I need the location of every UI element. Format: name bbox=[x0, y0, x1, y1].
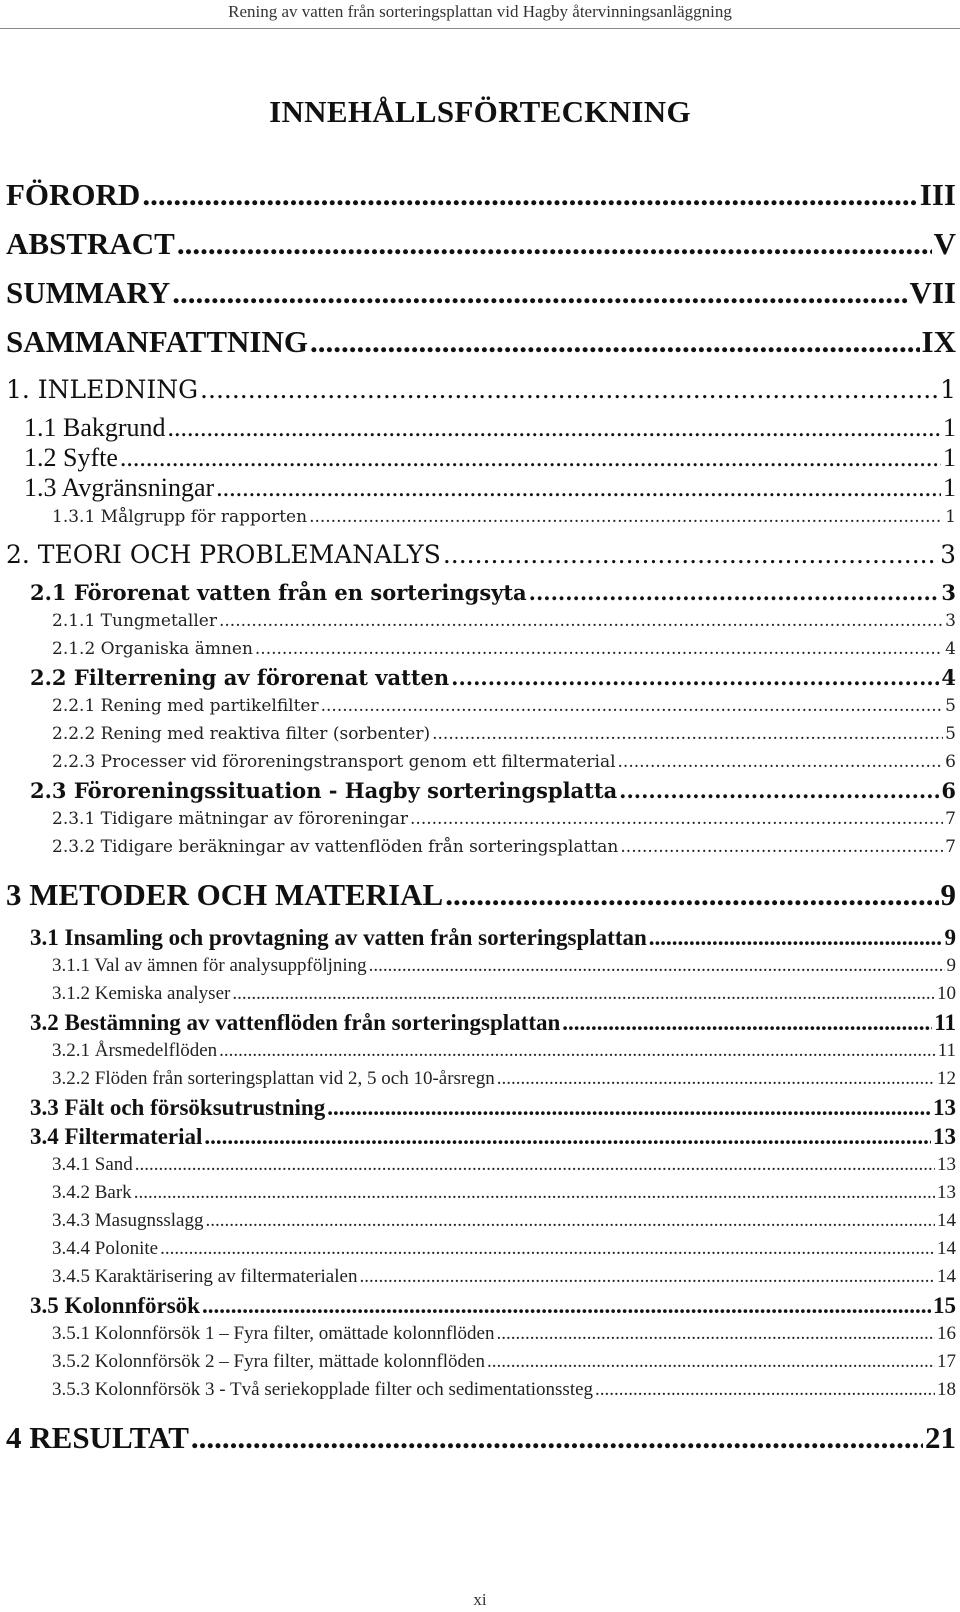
toc-entry[interactable] bbox=[6, 578, 956, 607]
toc-entry[interactable] bbox=[6, 366, 956, 413]
toc-entry[interactable] bbox=[6, 1065, 956, 1093]
toc-entry-title: 2.2 Filterrening av förorenat vatten bbox=[30, 665, 450, 690]
toc-entry-title: 1.1 Bakgrund bbox=[24, 413, 166, 442]
toc-dot-leader bbox=[255, 635, 943, 663]
toc-entry-title: 3.2 Bestämning av vattenflöden från sorteringsplattan bbox=[30, 1010, 561, 1035]
toc-entry-page: 3 bbox=[945, 611, 956, 631]
running-header-text: Rening av vatten från sorteringsplattan vid Hagby återvinningsanläggning bbox=[228, 2, 732, 21]
toc-dot-leader bbox=[135, 1151, 935, 1179]
toc-entry[interactable] bbox=[6, 1008, 956, 1037]
toc-dot-leader bbox=[445, 867, 938, 923]
toc-list bbox=[6, 170, 956, 1466]
toc-entry-title: 3.3 Fält och försöksutrustning bbox=[30, 1095, 326, 1120]
toc-entry[interactable] bbox=[6, 473, 956, 503]
toc-entry-title: 3.1.2 Kemiska analyser bbox=[52, 983, 231, 1004]
toc-entry[interactable] bbox=[6, 317, 956, 366]
toc-entry[interactable] bbox=[6, 980, 956, 1008]
toc-entry[interactable] bbox=[6, 1037, 956, 1065]
toc-entry-page: 13 bbox=[937, 1154, 956, 1175]
toc-entry-title: 3.4 Filtermaterial bbox=[30, 1124, 203, 1149]
toc-entry-title: 2.3.2 Tidigare beräkningar av vattenflöden från sorteringsplattan bbox=[52, 837, 619, 857]
page-number: xi bbox=[473, 1590, 487, 1609]
toc-dot-leader bbox=[191, 1410, 923, 1466]
toc-entry[interactable] bbox=[6, 1291, 956, 1320]
toc-entry-title: 1.3.1 Målgrupp för rapporten bbox=[52, 507, 308, 527]
toc-dot-leader bbox=[160, 1235, 935, 1263]
toc-dot-leader bbox=[369, 952, 945, 980]
toc-dot-leader bbox=[219, 607, 943, 635]
toc-entry[interactable] bbox=[6, 635, 956, 663]
toc-entry-title: 2.2.3 Processer vid föroreningstransport genom ett filtermaterial bbox=[52, 752, 616, 772]
toc-dot-leader bbox=[562, 1008, 932, 1037]
toc-entry-page: 4 bbox=[945, 639, 956, 659]
toc-entry-page: VII bbox=[909, 275, 956, 310]
toc-entry-page: 6 bbox=[941, 778, 956, 803]
toc-entry-title: 2.3.1 Tidigare mätningar av föroreningar bbox=[52, 809, 409, 829]
toc-entry[interactable] bbox=[6, 1263, 956, 1291]
toc-entry-page: 1 bbox=[940, 375, 956, 404]
toc-entry-title: 1. INLEDNING bbox=[6, 375, 199, 404]
toc-dot-leader bbox=[432, 720, 943, 748]
toc-entry-title: 1.2 Syfte bbox=[24, 443, 118, 472]
toc-entry[interactable] bbox=[6, 607, 956, 635]
toc-dot-leader bbox=[487, 1348, 935, 1376]
toc-entry-title: 2.1.1 Tungmetaller bbox=[52, 611, 217, 631]
toc-dot-leader bbox=[327, 1093, 931, 1122]
toc-dot-leader bbox=[232, 980, 935, 1008]
toc-entry-page: 7 bbox=[945, 809, 956, 829]
toc-dot-leader bbox=[497, 1065, 935, 1093]
toc-entry[interactable] bbox=[6, 413, 956, 443]
toc-dot-leader bbox=[216, 473, 941, 503]
toc-entry-page: 10 bbox=[937, 983, 956, 1004]
toc-entry[interactable] bbox=[6, 1320, 956, 1348]
toc-dot-leader bbox=[177, 219, 932, 268]
toc-dot-leader bbox=[168, 413, 941, 443]
toc-entry-page: 14 bbox=[937, 1266, 956, 1287]
toc-entry-page: 1 bbox=[943, 473, 956, 502]
toc-entry-page: 13 bbox=[933, 1095, 956, 1120]
toc-entry-page: 7 bbox=[945, 837, 956, 857]
toc-dot-leader bbox=[310, 317, 920, 366]
toc-entry[interactable] bbox=[6, 219, 956, 268]
toc-entry-page: 1 bbox=[945, 507, 956, 527]
toc-dot-leader bbox=[451, 663, 939, 692]
toc-entry-title: 2.2.2 Rening med reaktiva filter (sorbenter) bbox=[52, 724, 431, 744]
toc-dot-leader bbox=[497, 1320, 936, 1348]
toc-dot-leader bbox=[134, 1179, 935, 1207]
running-header bbox=[0, 0, 960, 29]
toc-entry-page: 6 bbox=[945, 752, 956, 772]
toc-entry[interactable] bbox=[6, 1122, 956, 1151]
toc-entry-page: 11 bbox=[937, 1040, 956, 1061]
toc-entry-page: 14 bbox=[937, 1210, 956, 1231]
toc-entry-page: 5 bbox=[945, 724, 956, 744]
toc-entry-title: 2. TEORI OCH PROBLEMANALYS bbox=[6, 540, 441, 569]
toc-dot-leader bbox=[120, 443, 941, 473]
toc-entry-title: 3.5.1 Kolonnförsök 1 – Fyra filter, omättade kolonnflöden bbox=[52, 1323, 495, 1344]
toc-entry[interactable] bbox=[6, 1093, 956, 1122]
toc-heading: INNEHÅLLSFÖRTECKNING bbox=[269, 94, 691, 129]
toc-entry-title: 3.5.3 Kolonnförsök 3 - Två seriekopplade filter och sedimentationssteg bbox=[52, 1379, 594, 1400]
toc-entry-page: 9 bbox=[944, 925, 956, 950]
toc-entry[interactable] bbox=[6, 1348, 956, 1376]
toc-dot-leader bbox=[620, 833, 943, 861]
toc-entry[interactable] bbox=[6, 663, 956, 692]
toc-entry-title: 3 METODER OCH MATERIAL bbox=[6, 877, 444, 912]
toc-entry-title: 3.5.2 Kolonnförsök 2 – Fyra filter, mättade kolonnflöden bbox=[52, 1351, 485, 1372]
toc-dot-leader bbox=[359, 1263, 935, 1291]
toc-entry-page: IX bbox=[921, 324, 956, 359]
toc-entry-page: 5 bbox=[945, 696, 956, 716]
toc-entry-page: 3 bbox=[941, 580, 956, 605]
toc-entry-page: 1 bbox=[943, 413, 956, 442]
toc-entry[interactable] bbox=[6, 268, 956, 317]
toc-dot-leader bbox=[649, 923, 943, 952]
toc-dot-leader bbox=[142, 170, 917, 219]
toc-entry[interactable] bbox=[6, 1376, 956, 1404]
toc-entry[interactable] bbox=[6, 833, 956, 861]
toc-dot-leader bbox=[204, 1122, 931, 1151]
toc-entry[interactable] bbox=[6, 1207, 956, 1235]
toc-entry-title: 3.2.1 Årsmedelflöden bbox=[52, 1040, 218, 1061]
toc-entry[interactable] bbox=[6, 692, 956, 720]
toc-entry-title: 3.5 Kolonnförsök bbox=[30, 1293, 200, 1318]
toc-dot-leader bbox=[200, 366, 938, 413]
toc-entry-page: 9 bbox=[940, 877, 956, 912]
toc-dot-leader bbox=[202, 1291, 931, 1320]
toc-entry[interactable] bbox=[6, 867, 956, 923]
toc-entry-page: 14 bbox=[937, 1238, 956, 1259]
toc-dot-leader bbox=[205, 1207, 935, 1235]
toc-dot-leader bbox=[529, 578, 940, 607]
toc-dot-leader bbox=[443, 531, 938, 578]
toc-entry-page: V bbox=[933, 226, 956, 261]
toc-dot-leader bbox=[172, 268, 907, 317]
toc-entry-page: 12 bbox=[937, 1068, 956, 1089]
toc-entry-page: 3 bbox=[940, 540, 956, 569]
toc-entry[interactable] bbox=[6, 1179, 956, 1207]
toc-entry[interactable] bbox=[6, 923, 956, 952]
toc-entry[interactable] bbox=[6, 1410, 956, 1466]
toc-dot-leader bbox=[321, 692, 944, 720]
toc-entry-title: FÖRORD bbox=[6, 177, 141, 212]
toc-entry-title: 3.4.1 Sand bbox=[52, 1154, 133, 1175]
toc-entry-page: 17 bbox=[937, 1351, 956, 1372]
toc-dot-leader bbox=[595, 1376, 935, 1404]
toc-entry[interactable] bbox=[6, 1235, 956, 1263]
toc-entry-page: III bbox=[919, 177, 956, 212]
toc-entry-title: 2.1 Förorenat vatten från en sorteringsyta bbox=[30, 580, 527, 605]
toc-dot-leader bbox=[619, 776, 939, 805]
toc-entry[interactable] bbox=[6, 531, 956, 578]
toc-entry-title: 2.1.2 Organiska ämnen bbox=[52, 639, 253, 659]
toc-entry[interactable] bbox=[6, 170, 956, 219]
toc-entry-title: 2.2.1 Rening med partikelfilter bbox=[52, 696, 319, 716]
toc-entry[interactable] bbox=[6, 1151, 956, 1179]
toc-entry-title: 3.1.1 Val av ämnen för analysuppföljning bbox=[52, 955, 367, 976]
toc-entry-page: 4 bbox=[941, 665, 956, 690]
toc-entry-title: 3.2.2 Flöden från sorteringsplattan vid 2, 5 och 10-årsregn bbox=[52, 1068, 495, 1089]
toc-dot-leader bbox=[618, 748, 944, 776]
toc-entry[interactable] bbox=[6, 503, 956, 531]
toc-entry-title: 3.1 Insamling och provtagning av vatten från sorteringsplattan bbox=[30, 925, 647, 950]
toc-entry-page: 13 bbox=[933, 1124, 956, 1149]
toc-entry-page: 11 bbox=[934, 1010, 956, 1035]
toc-entry-title: 2.3 Föroreningssituation - Hagby sorteringsplatta bbox=[30, 778, 618, 803]
toc-entry-title: 3.4.5 Karaktärisering av filtermaterialen bbox=[52, 1266, 358, 1287]
toc-entry-title: SAMMANFATTNING bbox=[6, 324, 308, 359]
toc-dot-leader bbox=[219, 1037, 936, 1065]
toc-entry-title: 3.4.4 Polonite bbox=[52, 1238, 159, 1259]
toc-dot-leader bbox=[410, 805, 943, 833]
toc-entry-page: 13 bbox=[937, 1182, 956, 1203]
toc-entry-title: ABSTRACT bbox=[6, 226, 175, 261]
toc-entry-title: 1.3 Avgränsningar bbox=[24, 473, 215, 502]
toc-entry[interactable] bbox=[6, 720, 956, 748]
toc-entry-title: 3.4.2 Bark bbox=[52, 1182, 132, 1203]
toc-entry-title: 4 RESULTAT bbox=[6, 1420, 189, 1455]
toc-entry-title: 3.4.3 Masugnsslagg bbox=[52, 1210, 204, 1231]
toc-entry[interactable] bbox=[6, 952, 956, 980]
toc-entry-page: 9 bbox=[946, 955, 956, 976]
toc-entry[interactable] bbox=[6, 443, 956, 473]
toc-dot-leader bbox=[309, 503, 943, 531]
toc-entry-page: 18 bbox=[937, 1379, 956, 1400]
toc-entry-page: 15 bbox=[933, 1293, 956, 1318]
toc-entry[interactable] bbox=[6, 776, 956, 805]
toc-entry-page: 21 bbox=[925, 1420, 956, 1455]
toc-entry-page: 1 bbox=[943, 443, 956, 472]
toc-entry[interactable] bbox=[6, 805, 956, 833]
toc-entry-title: SUMMARY bbox=[6, 275, 171, 310]
toc-entry[interactable] bbox=[6, 748, 956, 776]
toc-entry-page: 16 bbox=[937, 1323, 956, 1344]
